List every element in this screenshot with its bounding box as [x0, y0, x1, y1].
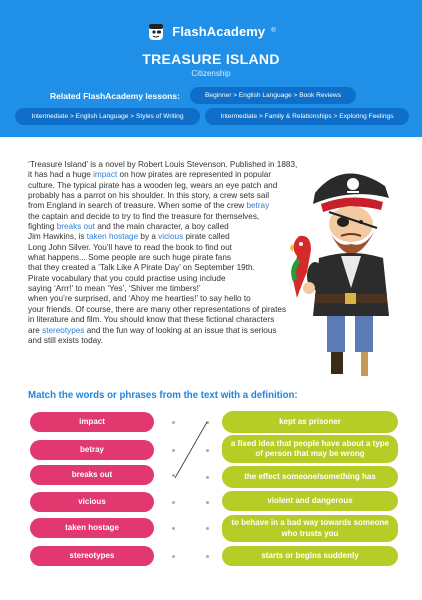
vocabulary-word: impact	[93, 170, 118, 180]
vocabulary-word: taken hostage	[86, 232, 139, 242]
definition-connector-dot[interactable]	[206, 476, 209, 479]
definition-connector-dot[interactable]	[206, 555, 209, 558]
vocabulary-word: stereotypes	[42, 325, 85, 335]
definition-violent[interactable]: violent and dangerous	[222, 491, 398, 511]
vocabulary-word: vicious	[158, 232, 184, 242]
pirate-mascot-logo-icon	[146, 20, 166, 42]
story-text-segment: and the main character, a boy called	[94, 222, 229, 232]
registered-mark: ®	[271, 28, 276, 34]
story-text-segment: Jim Hawkins, is	[28, 232, 87, 242]
vocabulary-word: betray	[246, 201, 270, 211]
story-text-segment: what happens... Some people are such huge pirate fans	[28, 253, 232, 263]
word-taken-hostage[interactable]: taken hostage	[30, 518, 154, 538]
word-breaks-out[interactable]: breaks out	[30, 465, 154, 485]
story-text-segment: Long John Silver. You’ll have to read the book to find out	[28, 242, 232, 252]
pirate-with-parrot-illustration-icon	[285, 148, 407, 378]
story-text-segment: by a	[138, 232, 159, 242]
word-connector-dot[interactable]	[172, 474, 175, 477]
story-text-segment: your friends. Of course, there are many other representations of pirates	[28, 304, 287, 314]
definition-fixed-idea[interactable]: a fixed idea that people have about a type of person that may be wrong	[222, 435, 398, 463]
story-text-segment: and still exists today.	[28, 335, 103, 345]
story-text-segment: Pirate vocabulary that you could practise using include	[28, 273, 226, 283]
definition-starts-suddenly[interactable]: starts or begins suddenly	[222, 546, 398, 566]
lesson-link-book-reviews[interactable]: Beginner > English Language > Book Reviews	[190, 87, 356, 104]
story-text-segment: are	[28, 325, 43, 335]
lesson-link-styles-of-writing[interactable]: Intermediate > English Language > Styles of Writing	[15, 108, 200, 125]
story-text-segment: pirate called	[183, 232, 230, 242]
word-stereotypes[interactable]: stereotypes	[30, 546, 154, 566]
definition-connector-dot[interactable]	[206, 527, 209, 530]
definition-connector-dot[interactable]	[206, 449, 209, 452]
story-text-segment: ‘Treasure Island’ is a novel by Robert Louis Stevenson. Published in 1883,	[28, 160, 298, 169]
word-connector-dot[interactable]	[172, 501, 175, 504]
brand-name: FlashAcademy	[172, 23, 266, 39]
story-text-segment: probably has a parrot on his shoulder. In this story, a crew sets sail	[28, 191, 270, 201]
definition-effect[interactable]: the effect someone/something has	[222, 466, 398, 488]
word-connector-dot[interactable]	[172, 555, 175, 558]
story-text-segment: it has had a huge	[28, 170, 94, 180]
lesson-link-exploring-feelings[interactable]: Intermediate > Family & Relationships > Exploring Feelings	[205, 108, 409, 125]
story-text-segment: the captain and decide to try to find the treasure for themselves,	[28, 211, 260, 221]
page-title: TREASURE ISLAND	[142, 51, 280, 67]
word-vicious[interactable]: vicious	[30, 492, 154, 512]
story-text-segment: fighting	[28, 222, 57, 232]
story-text-segment: from England in search of treasure. When some of the crew	[28, 201, 247, 211]
story-text-segment: that they created a ‘Talk Like A Pirate Day’ on September 19th.	[28, 263, 255, 273]
story-text-segment: and the fun way of looking at an issue that is serious	[84, 325, 277, 335]
definition-kept-as-prisoner[interactable]: kept as prisoner	[222, 411, 398, 433]
word-connector-dot[interactable]	[172, 449, 175, 452]
definition-connector-dot[interactable]	[206, 501, 209, 504]
page-subtitle: Citizenship	[191, 69, 231, 78]
vocabulary-word: breaks out	[56, 222, 95, 232]
story-text-segment: saying ‘Arrr!’ to mean ‘Yes’, ‘Shiver me timbers!’	[28, 284, 201, 294]
word-connector-dot[interactable]	[172, 527, 175, 530]
definition-behave-badly[interactable]: to behave in a bad way towards someone who trusts you	[222, 515, 398, 542]
exercise-title: Match the words or phrases from the text with a definition:	[28, 390, 298, 401]
story-text-segment: in literature and film. You should know that these fictional characters	[28, 315, 275, 325]
word-impact[interactable]: impact	[30, 412, 154, 432]
word-connector-dot[interactable]	[172, 421, 175, 424]
word-betray[interactable]: betray	[30, 440, 154, 460]
story-text-segment: when you’re surprised, and ‘Ahoy me hearties!’ to say hello to	[28, 294, 251, 304]
definition-connector-dot[interactable]	[206, 421, 209, 424]
header-banner	[0, 0, 422, 137]
story-text-segment: on how pirates are represented in popular	[117, 170, 272, 180]
related-lessons-label: Related FlashAcademy lessons:	[50, 91, 180, 101]
story-text-segment: culture. The typical pirate has a wooden leg, wears an eye patch and	[28, 180, 278, 190]
brand	[0, 20, 422, 47]
